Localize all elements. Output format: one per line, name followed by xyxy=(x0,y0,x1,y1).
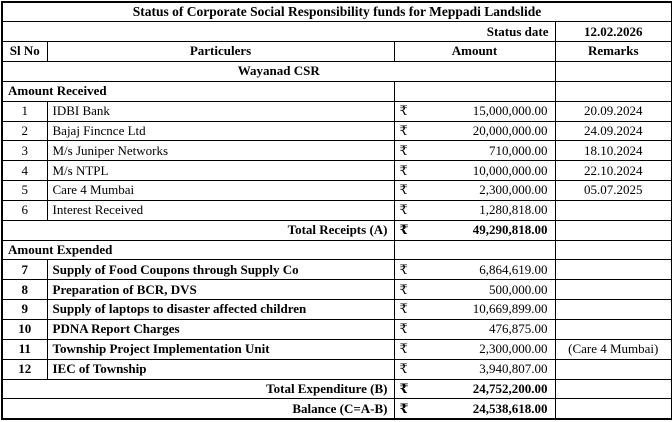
rupee-symbol: ₹ xyxy=(399,301,408,317)
total-expenditure-row xyxy=(2,379,672,399)
cell-sl-no: 1 xyxy=(2,101,47,121)
total-expenditure-amount: ₹ 24,752,200.00 xyxy=(394,379,555,399)
cell-particulars: IDBI Bank xyxy=(47,101,394,121)
rupee-symbol: ₹ xyxy=(399,202,408,218)
rupee-symbol: ₹ xyxy=(399,400,409,416)
cell-particulars: PDNA Report Charges xyxy=(47,320,394,340)
cell-sl-no: 11 xyxy=(2,339,47,359)
cell-amount: ₹ 20,000,000.00 xyxy=(394,121,555,141)
cell-amount: ₹ 10,669,899.00 xyxy=(394,300,555,320)
empty-cell xyxy=(394,240,555,260)
cell-particulars: Care 4 Mumbai xyxy=(47,181,394,201)
column-header-row xyxy=(2,42,672,62)
cell-sl-no: 3 xyxy=(2,141,47,161)
rupee-symbol: ₹ xyxy=(399,142,408,158)
page-title: Status of Corporate Social Responsibility funds for Meppadi Landslide xyxy=(2,2,672,22)
cell-particulars: Preparation of BCR, DVS xyxy=(47,280,394,300)
table-row xyxy=(2,141,672,161)
cell-amount: ₹ 1,280,818.00 xyxy=(394,200,555,220)
table-row xyxy=(2,339,672,359)
cell-sl-no: 9 xyxy=(2,300,47,320)
rupee-symbol: ₹ xyxy=(399,380,409,396)
cell-sl-no: 4 xyxy=(2,161,47,181)
rupee-symbol: ₹ xyxy=(399,122,408,138)
cell-particulars: Township Project Implementation Unit xyxy=(47,339,394,359)
cell-remarks xyxy=(555,359,672,379)
rupee-symbol: ₹ xyxy=(399,182,408,198)
empty-cell xyxy=(555,81,672,101)
cell-particulars: M/s Juniper Networks xyxy=(47,141,394,161)
rupee-symbol: ₹ xyxy=(399,102,408,118)
cell-sl-no: 6 xyxy=(2,200,47,220)
expended-section-row xyxy=(2,240,672,260)
rupee-symbol: ₹ xyxy=(399,162,408,178)
cell-amount: ₹ 476,875.00 xyxy=(394,320,555,340)
cell-remarks xyxy=(555,260,672,280)
rupee-symbol: ₹ xyxy=(399,341,408,357)
cell-amount: ₹ 2,300,000.00 xyxy=(394,181,555,201)
column-header-remarks: Remarks xyxy=(555,42,672,62)
section-title: Wayanad CSR xyxy=(2,62,555,82)
rupee-symbol: ₹ xyxy=(399,321,408,337)
status-date-row xyxy=(2,22,672,42)
cell-particulars: Bajaj Fincnce Ltd xyxy=(47,121,394,141)
status-date-label: Status date xyxy=(2,22,555,42)
cell-particulars: IEC of Township xyxy=(47,359,394,379)
column-header-particulars: Particulers xyxy=(47,42,394,62)
cell-amount: ₹ 6,864,619.00 xyxy=(394,260,555,280)
title-row xyxy=(2,2,672,22)
cell-particulars: Supply of Food Coupons through Supply Co xyxy=(47,260,394,280)
rupee-symbol: ₹ xyxy=(399,360,408,376)
cell-particulars: M/s NTPL xyxy=(47,161,394,181)
total-expenditure-label: Total Expenditure (B) xyxy=(2,379,394,399)
section-title-row xyxy=(2,62,672,82)
cell-remarks xyxy=(555,320,672,340)
table-row xyxy=(2,320,672,340)
cell-remarks: 18.10.2024 xyxy=(555,141,672,161)
cell-remarks xyxy=(555,280,672,300)
cell-remarks: 05.07.2025 xyxy=(555,181,672,201)
table-row xyxy=(2,101,672,121)
cell-sl-no: 8 xyxy=(2,280,47,300)
status-date-value: 12.02.2026 xyxy=(555,22,672,42)
expended-section-label: Amount Expended xyxy=(2,240,394,260)
cell-amount: ₹ 2,300,000.00 xyxy=(394,339,555,359)
cell-sl-no: 2 xyxy=(2,121,47,141)
csr-status-table xyxy=(1,1,672,420)
rupee-symbol: ₹ xyxy=(399,222,409,238)
cell-remarks xyxy=(555,300,672,320)
table-row xyxy=(2,121,672,141)
received-section-row xyxy=(2,81,672,101)
rupee-symbol: ₹ xyxy=(399,261,408,277)
cell-sl-no: 12 xyxy=(2,359,47,379)
cell-amount: ₹ 500,000.00 xyxy=(394,280,555,300)
empty-cell xyxy=(555,240,672,260)
balance-label: Balance (C=A-B) xyxy=(2,399,394,419)
balance-amount: ₹ 24,538,618.00 xyxy=(394,399,555,419)
total-receipts-row xyxy=(2,220,672,240)
empty-cell xyxy=(555,399,672,419)
column-header-sl-no: Sl No xyxy=(2,42,47,62)
table-row xyxy=(2,200,672,220)
table-row xyxy=(2,359,672,379)
column-header-amount: Amount xyxy=(394,42,555,62)
cell-remarks: (Care 4 Mumbai) xyxy=(555,339,672,359)
table-row xyxy=(2,300,672,320)
cell-remarks: 20.09.2024 xyxy=(555,101,672,121)
empty-cell xyxy=(555,220,672,240)
cell-remarks: 24.09.2024 xyxy=(555,121,672,141)
empty-cell xyxy=(555,379,672,399)
empty-cell xyxy=(394,81,555,101)
total-receipts-amount: ₹ 49,290,818.00 xyxy=(394,220,555,240)
cell-amount: ₹ 710,000.00 xyxy=(394,141,555,161)
cell-remarks: 22.10.2024 xyxy=(555,161,672,181)
cell-amount: ₹ 15,000,000.00 xyxy=(394,101,555,121)
rupee-symbol: ₹ xyxy=(399,281,408,297)
empty-cell xyxy=(555,62,672,82)
cell-particulars: Supply of laptops to disaster affected children xyxy=(47,300,394,320)
balance-row xyxy=(2,399,672,419)
table-row xyxy=(2,260,672,280)
cell-sl-no: 5 xyxy=(2,181,47,201)
table-row xyxy=(2,280,672,300)
received-section-label: Amount Received xyxy=(2,81,394,101)
cell-particulars: Interest Received xyxy=(47,200,394,220)
total-receipts-label: Total Receipts (A) xyxy=(2,220,394,240)
table-row xyxy=(2,181,672,201)
cell-remarks xyxy=(555,200,672,220)
csr-status-sheet xyxy=(0,1,672,422)
cell-sl-no: 10 xyxy=(2,320,47,340)
cell-amount: ₹ 3,940,807.00 xyxy=(394,359,555,379)
cell-amount: ₹ 10,000,000.00 xyxy=(394,161,555,181)
cell-sl-no: 7 xyxy=(2,260,47,280)
table-row xyxy=(2,161,672,181)
